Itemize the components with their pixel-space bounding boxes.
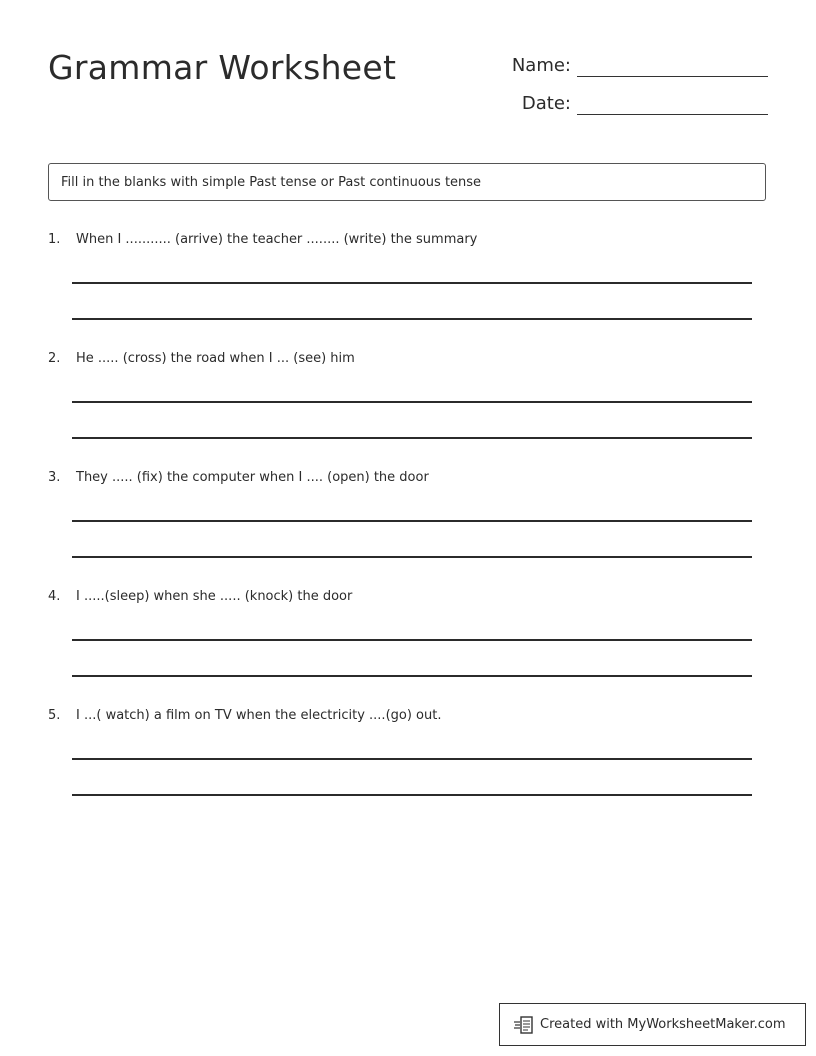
question-text: When I ........... (arrive) the teacher ........ (write) the summary (76, 232, 478, 247)
instructions-box (48, 163, 766, 201)
question-item (48, 349, 766, 468)
question-text-row (48, 468, 429, 488)
date-label: Date: (521, 93, 571, 114)
answer-line[interactable] (72, 639, 752, 641)
question-item (48, 587, 766, 706)
question-text-row (48, 349, 355, 369)
date-field-row (522, 90, 768, 115)
name-blank-line[interactable] (577, 52, 768, 77)
answer-line[interactable] (72, 318, 752, 320)
answer-line[interactable] (72, 758, 752, 760)
question-text: I ...( watch) a film on TV when the electricity ....(go) out. (76, 708, 442, 723)
answer-line[interactable] (72, 556, 752, 558)
question-number: 5. (48, 708, 61, 723)
answer-line[interactable] (72, 437, 752, 439)
footer-badge[interactable] (499, 1003, 806, 1046)
question-item (48, 468, 766, 587)
worksheet-title: Grammar Worksheet (48, 48, 397, 87)
name-field-row (512, 52, 768, 77)
question-text-row (48, 706, 441, 726)
footer-credit-text: Created with MyWorksheetMaker.com (540, 1017, 786, 1032)
answer-line[interactable] (72, 675, 752, 677)
question-number: 4. (48, 589, 61, 604)
question-text: He ..... (cross) the road when I ... (see) him (76, 351, 355, 366)
date-blank-line[interactable] (577, 90, 768, 115)
worksheet-maker-logo-icon (512, 1014, 534, 1036)
answer-line[interactable] (72, 520, 752, 522)
question-number: 3. (48, 470, 61, 485)
answer-line[interactable] (72, 401, 752, 403)
question-item (48, 706, 766, 825)
question-number: 1. (48, 232, 61, 247)
question-item (48, 230, 766, 349)
question-text: They ..... (fix) the computer when I .... (open) the door (76, 470, 429, 485)
question-text-row (48, 587, 352, 607)
question-text-row (48, 230, 477, 250)
question-number: 2. (48, 351, 61, 366)
instructions-text: Fill in the blanks with simple Past tense or Past continuous tense (61, 174, 482, 190)
name-label: Name: (511, 55, 571, 76)
answer-line[interactable] (72, 282, 752, 284)
question-text: I .....(sleep) when she ..... (knock) the door (76, 589, 353, 604)
question-list (48, 230, 766, 825)
answer-line[interactable] (72, 794, 752, 796)
